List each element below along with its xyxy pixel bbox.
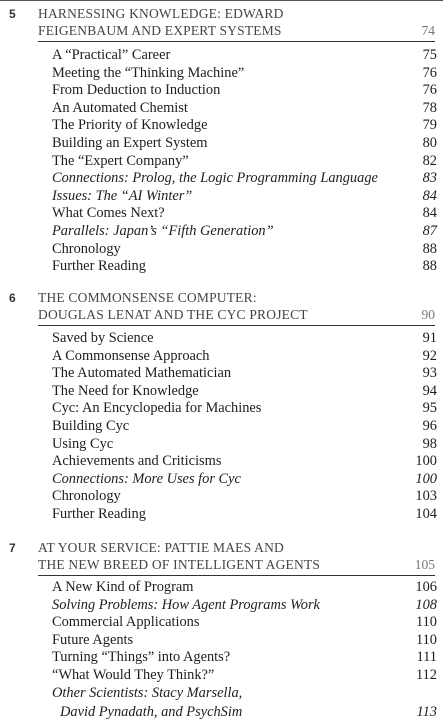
toc-entry	[52, 488, 437, 506]
entry-title: Future Agents	[52, 631, 134, 648]
toc-entry	[52, 117, 437, 135]
chapter-number: 6	[9, 291, 16, 305]
entry-title: Solving Problems: How Agent Programs Work	[52, 596, 320, 613]
toc-entry	[52, 65, 437, 83]
entry-page: 88	[422, 240, 437, 257]
chapter-number: 5	[9, 7, 16, 21]
toc-entry	[52, 365, 437, 383]
toc-entry	[52, 47, 437, 65]
entry-title: Parallels: Japan’s “Fifth Generation”	[52, 223, 274, 239]
entry-title: Chronology	[52, 240, 121, 257]
toc-entry	[52, 597, 437, 615]
toc-entry	[52, 614, 437, 632]
top-rule	[0, 0, 443, 1]
entry-title: Further Reading	[52, 506, 146, 522]
entry-title: An Automated Chemist	[52, 99, 188, 116]
entry-page: 76	[422, 64, 437, 81]
entry-title: Commercial Applications	[52, 614, 200, 631]
toc-entry	[52, 418, 437, 436]
entry-title: Issues: The “AI Winter”	[52, 187, 193, 204]
toc-entry	[52, 258, 437, 276]
entry-title: From Deduction to Induction	[52, 82, 221, 99]
toc-entry	[52, 453, 437, 471]
entry-page: 83	[422, 170, 437, 187]
toc-entry	[52, 82, 437, 100]
entry-page: 96	[422, 418, 437, 434]
entry-title: Building an Expert System	[52, 135, 208, 151]
chapter-rule	[38, 41, 435, 42]
entry-title: Using Cyc	[52, 435, 114, 452]
chapter-title-line-2: DOUGLAS LENAT AND THE CYC PROJECT	[38, 307, 308, 322]
chapter-rule	[38, 325, 435, 326]
entry-title: Meeting the “Thinking Machine”	[52, 64, 245, 81]
entry-title: Chronology	[52, 488, 121, 505]
toc-entry	[52, 471, 437, 489]
entry-page: 92	[422, 347, 437, 364]
entry-title: The “Expert Company”	[52, 152, 189, 169]
toc-entry	[52, 506, 437, 524]
entry-title: A Commonsense Approach	[52, 347, 210, 364]
entry-page: 112	[415, 667, 437, 683]
toc-entry	[52, 436, 437, 454]
entry-title: Achievements and Criticisms	[52, 453, 222, 470]
toc-entry	[52, 383, 437, 401]
toc-entry	[52, 170, 437, 188]
entry-title: Connections: Prolog, the Logic Programming Language	[52, 170, 378, 187]
toc-entry	[52, 400, 437, 418]
entry-title: What Comes Next?	[52, 205, 165, 222]
entry-title: The Automated Mathematician	[52, 365, 232, 382]
chapter-title-line-2: THE NEW BREED OF INTELLIGENT AGENTS	[38, 557, 321, 572]
chapter-title-line-1: THE COMMONSENSE COMPUTER:	[38, 290, 257, 305]
entry-title: A New Kind of Program	[52, 579, 194, 595]
entry-title: The Priority of Knowledge	[52, 117, 208, 134]
entry-page: 80	[422, 135, 437, 151]
entry-title: Building Cyc	[52, 418, 130, 434]
entry-page: 110	[415, 631, 437, 648]
entry-page: 98	[422, 435, 437, 452]
chapter-page: 90	[421, 307, 435, 322]
entry-page: 87	[422, 223, 437, 239]
toc-entry	[52, 684, 437, 720]
toc-entry	[52, 330, 437, 348]
toc-entry	[52, 100, 437, 118]
entry-page: 88	[422, 258, 437, 275]
entry-page: 84	[422, 187, 437, 204]
chapter-title-line-1: HARNESSING KNOWLEDGE: EDWARD	[38, 6, 284, 21]
entry-title: A “Practical” Career	[52, 47, 171, 63]
chapter-title-line-1: AT YOUR SERVICE: PATTIE MAES AND	[38, 540, 284, 555]
toc-entry	[52, 348, 437, 366]
entry-page: 110	[415, 614, 437, 631]
chapter-rule	[38, 575, 435, 576]
toc-entry	[52, 632, 437, 650]
toc-entry	[52, 241, 437, 259]
toc-entry	[52, 188, 437, 206]
entry-title: Other Scientists: Stacy Marsella,	[52, 684, 243, 701]
entry-page: 82	[422, 152, 437, 169]
chapter-number: 7	[9, 541, 16, 555]
entry-page: 113	[416, 703, 437, 720]
toc-entry	[52, 667, 437, 685]
entry-title: Further Reading	[52, 258, 146, 275]
toc-entry	[52, 223, 437, 241]
entry-page: 106	[415, 579, 437, 595]
toc-entry	[52, 135, 437, 153]
entry-page: 111	[416, 649, 437, 666]
entry-page: 94	[422, 382, 437, 399]
toc-entry	[52, 579, 437, 597]
entry-page: 76	[422, 82, 437, 99]
entry-title: Turning “Things” into Agents?	[52, 649, 231, 666]
entry-title: The Need for Knowledge	[52, 382, 199, 399]
entry-page: 78	[422, 99, 437, 116]
entry-page: 79	[422, 117, 437, 134]
chapter-page: 105	[414, 557, 435, 572]
toc-entry	[52, 153, 437, 171]
entry-page: 100	[415, 453, 437, 470]
entry-title: “What Would They Think?”	[52, 667, 215, 683]
toc-entry	[52, 205, 437, 223]
entry-title: Saved by Science	[52, 330, 154, 346]
chapter-page: 74	[421, 23, 435, 38]
entry-page: 95	[422, 400, 437, 417]
entry-page: 104	[415, 506, 437, 522]
entry-page: 91	[422, 330, 437, 346]
entry-title: Cyc: An Encyclopedia for Machines	[52, 400, 262, 417]
toc-entry	[52, 649, 437, 667]
entry-page: 75	[422, 47, 437, 63]
entry-title-continued: David Pynadath, and PsychSim	[60, 703, 243, 720]
entry-title: Connections: More Uses for Cyc	[52, 470, 241, 487]
entry-page: 108	[415, 596, 437, 613]
entry-page: 84	[422, 205, 437, 222]
entry-page: 100	[415, 470, 437, 487]
entry-page: 103	[415, 488, 437, 505]
chapter-title-line-2: FEIGENBAUM AND EXPERT SYSTEMS	[38, 23, 282, 38]
entry-page: 93	[422, 365, 437, 382]
